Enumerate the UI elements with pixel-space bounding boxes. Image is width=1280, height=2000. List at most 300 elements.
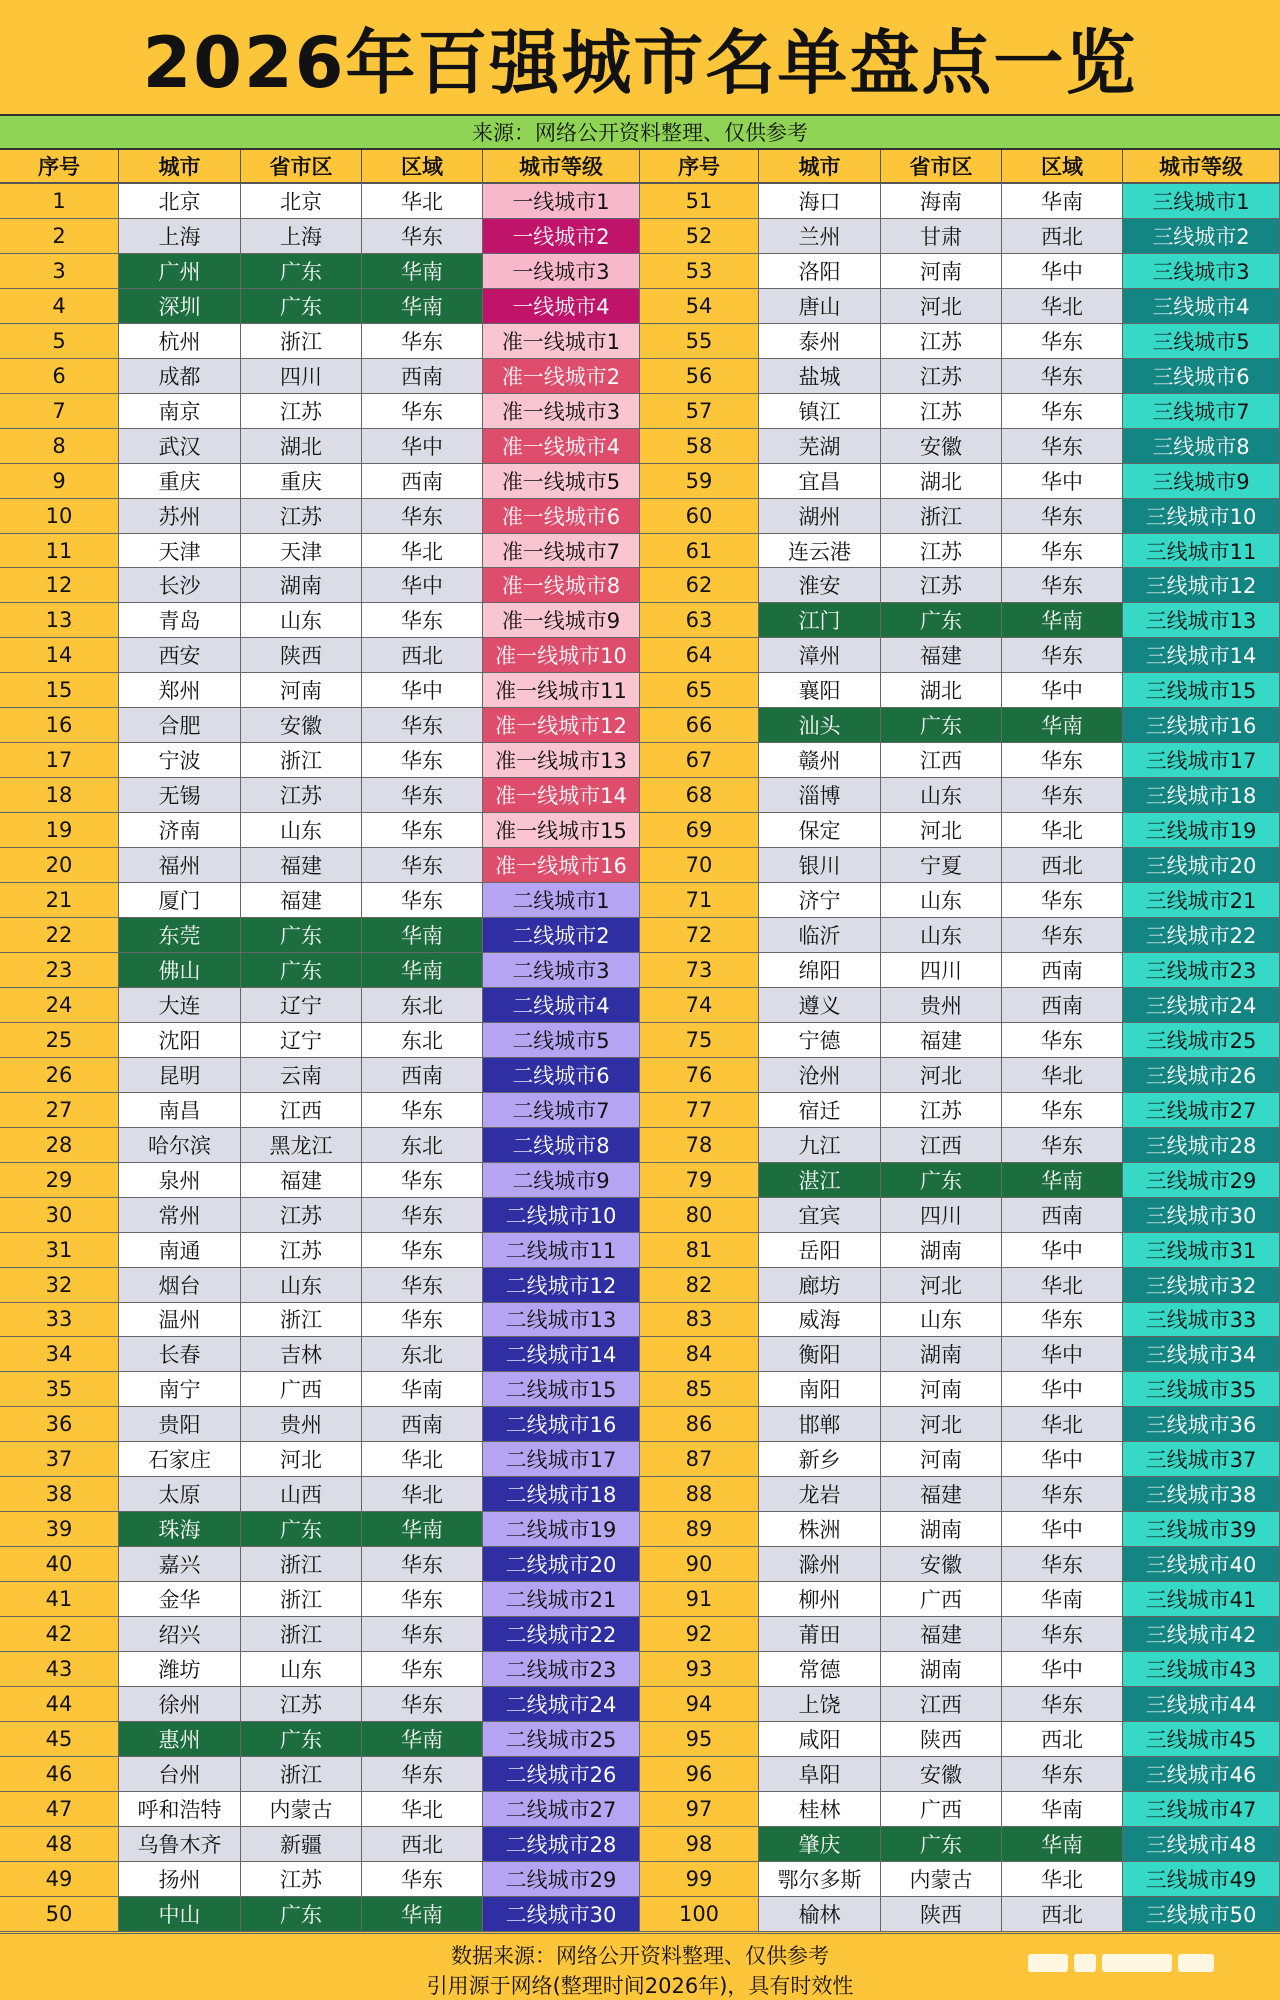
tier-cell: 一线城市4 [483, 289, 640, 324]
city-cell: 阜阳 [759, 1757, 881, 1792]
rank-cell: 100 [640, 1897, 759, 1932]
city-cell: 海口 [759, 184, 881, 219]
tier-cell: 三线城市17 [1123, 743, 1280, 778]
city-cell: 无锡 [119, 778, 241, 813]
tier-cell: 三线城市37 [1123, 1442, 1280, 1477]
tier-cell: 三线城市7 [1123, 394, 1280, 429]
rank-cell: 95 [640, 1722, 759, 1757]
rank-cell: 71 [640, 883, 759, 918]
region-cell: 华东 [1002, 918, 1123, 953]
tier-cell: 准一线城市6 [483, 499, 640, 534]
rank-cell: 94 [640, 1687, 759, 1722]
table-row [0, 1233, 1280, 1268]
tier-cell: 三线城市35 [1123, 1372, 1280, 1407]
header-tier-2: 城市等级 [1123, 150, 1280, 184]
province-cell: 新疆 [241, 1827, 362, 1862]
tier-cell: 二线城市17 [483, 1442, 640, 1477]
province-cell: 江西 [881, 1128, 1002, 1163]
city-cell: 成都 [119, 359, 241, 394]
rank-cell: 9 [0, 464, 119, 499]
tier-cell: 三线城市4 [1123, 289, 1280, 324]
region-cell: 华南 [362, 953, 483, 988]
city-cell: 哈尔滨 [119, 1128, 241, 1163]
tier-cell: 二线城市2 [483, 918, 640, 953]
tier-cell: 二线城市26 [483, 1757, 640, 1792]
city-cell: 长春 [119, 1337, 241, 1372]
city-cell: 南京 [119, 394, 241, 429]
province-cell: 山东 [241, 813, 362, 848]
region-cell: 西北 [1002, 1722, 1123, 1757]
city-cell: 南昌 [119, 1093, 241, 1128]
tier-cell: 二线城市1 [483, 883, 640, 918]
rank-cell: 85 [640, 1372, 759, 1407]
tier-cell: 一线城市1 [483, 184, 640, 219]
city-cell: 邯郸 [759, 1407, 881, 1442]
city-cell: 徐州 [119, 1687, 241, 1722]
watermark-logo [1028, 1948, 1258, 1978]
table-row [0, 778, 1280, 813]
region-cell: 华南 [362, 254, 483, 289]
rank-cell: 96 [640, 1757, 759, 1792]
city-cell: 扬州 [119, 1862, 241, 1897]
rank-cell: 93 [640, 1652, 759, 1687]
province-cell: 广东 [881, 1163, 1002, 1198]
tier-cell: 准一线城市10 [483, 638, 640, 673]
region-cell: 东北 [362, 1023, 483, 1058]
province-cell: 山东 [881, 918, 1002, 953]
tier-cell: 一线城市2 [483, 219, 640, 254]
rank-cell: 80 [640, 1198, 759, 1233]
rank-cell: 16 [0, 708, 119, 743]
rank-cell: 56 [640, 359, 759, 394]
province-cell: 湖南 [881, 1233, 1002, 1268]
rank-cell: 75 [640, 1023, 759, 1058]
city-cell: 盐城 [759, 359, 881, 394]
tier-cell: 二线城市29 [483, 1862, 640, 1897]
city-cell: 南宁 [119, 1372, 241, 1407]
tier-cell: 二线城市28 [483, 1827, 640, 1862]
table-row [0, 1862, 1280, 1897]
tier-cell: 准一线城市13 [483, 743, 640, 778]
region-cell: 华中 [362, 429, 483, 464]
city-cell: 岳阳 [759, 1233, 881, 1268]
province-cell: 陕西 [241, 638, 362, 673]
province-cell: 福建 [241, 883, 362, 918]
city-cell: 北京 [119, 184, 241, 219]
tier-cell: 准一线城市5 [483, 464, 640, 499]
table-header [0, 150, 1280, 184]
region-cell: 西北 [1002, 1897, 1123, 1932]
city-cell: 临沂 [759, 918, 881, 953]
city-cell: 广州 [119, 254, 241, 289]
tier-cell: 二线城市25 [483, 1722, 640, 1757]
tier-cell: 二线城市6 [483, 1058, 640, 1093]
province-cell: 四川 [241, 359, 362, 394]
region-cell: 西南 [1002, 988, 1123, 1023]
tier-cell: 三线城市42 [1123, 1617, 1280, 1652]
province-cell: 广东 [241, 289, 362, 324]
province-cell: 江苏 [241, 1862, 362, 1897]
province-cell: 广西 [241, 1372, 362, 1407]
tier-cell: 准一线城市15 [483, 813, 640, 848]
page-title: 2026年百强城市名单盘点一览 [142, 21, 1138, 104]
table-row [0, 988, 1280, 1023]
region-cell: 华中 [1002, 1652, 1123, 1687]
tier-cell: 三线城市20 [1123, 848, 1280, 883]
province-cell: 河南 [881, 1442, 1002, 1477]
tier-cell: 三线城市27 [1123, 1093, 1280, 1128]
city-cell: 惠州 [119, 1722, 241, 1757]
region-cell: 华东 [1002, 394, 1123, 429]
province-cell: 河北 [881, 289, 1002, 324]
city-cell: 鄂尔多斯 [759, 1862, 881, 1897]
tier-cell: 准一线城市8 [483, 568, 640, 603]
tier-cell: 三线城市5 [1123, 324, 1280, 359]
rank-cell: 22 [0, 918, 119, 953]
region-cell: 华东 [362, 1582, 483, 1617]
region-cell: 西南 [1002, 953, 1123, 988]
table-row [0, 1582, 1280, 1617]
province-cell: 浙江 [241, 1303, 362, 1338]
rank-cell: 25 [0, 1023, 119, 1058]
city-cell: 东莞 [119, 918, 241, 953]
table-row [0, 394, 1280, 429]
tier-cell: 二线城市12 [483, 1268, 640, 1303]
province-cell: 江苏 [241, 499, 362, 534]
rank-cell: 5 [0, 324, 119, 359]
tier-cell: 三线城市22 [1123, 918, 1280, 953]
tier-cell: 三线城市40 [1123, 1547, 1280, 1582]
region-cell: 西南 [1002, 1198, 1123, 1233]
province-cell: 河北 [881, 1058, 1002, 1093]
rank-cell: 48 [0, 1827, 119, 1862]
rank-cell: 62 [640, 568, 759, 603]
region-cell: 华中 [1002, 464, 1123, 499]
region-cell: 华北 [362, 1442, 483, 1477]
city-cell: 乌鲁木齐 [119, 1827, 241, 1862]
province-cell: 浙江 [241, 1617, 362, 1652]
header-city-2: 城市 [759, 150, 881, 184]
city-cell: 台州 [119, 1757, 241, 1792]
table-row [0, 1617, 1280, 1652]
region-cell: 华南 [362, 1722, 483, 1757]
tier-cell: 三线城市31 [1123, 1233, 1280, 1268]
header-city: 城市 [119, 150, 241, 184]
rank-cell: 14 [0, 638, 119, 673]
province-cell: 江西 [881, 1687, 1002, 1722]
rank-cell: 26 [0, 1058, 119, 1093]
rank-cell: 63 [640, 603, 759, 638]
table-row [0, 1268, 1280, 1303]
province-cell: 广东 [241, 953, 362, 988]
rank-cell: 12 [0, 568, 119, 603]
tier-cell: 三线城市21 [1123, 883, 1280, 918]
rank-cell: 1 [0, 184, 119, 219]
tier-cell: 三线城市28 [1123, 1128, 1280, 1163]
tier-cell: 三线城市14 [1123, 638, 1280, 673]
rank-cell: 21 [0, 883, 119, 918]
rank-cell: 60 [640, 499, 759, 534]
province-cell: 甘肃 [881, 219, 1002, 254]
province-cell: 重庆 [241, 464, 362, 499]
rank-cell: 50 [0, 1897, 119, 1932]
tier-cell: 二线城市18 [483, 1477, 640, 1512]
tier-cell: 三线城市13 [1123, 603, 1280, 638]
tier-cell: 三线城市41 [1123, 1582, 1280, 1617]
rank-cell: 47 [0, 1792, 119, 1827]
table-row [0, 254, 1280, 289]
rank-cell: 11 [0, 534, 119, 569]
rank-cell: 73 [640, 953, 759, 988]
tier-cell: 三线城市23 [1123, 953, 1280, 988]
region-cell: 华东 [362, 1757, 483, 1792]
table-row [0, 464, 1280, 499]
region-cell: 华东 [1002, 359, 1123, 394]
region-cell: 华东 [362, 1547, 483, 1582]
region-cell: 华东 [362, 1617, 483, 1652]
rank-cell: 57 [640, 394, 759, 429]
rank-cell: 43 [0, 1652, 119, 1687]
tier-cell: 三线城市33 [1123, 1303, 1280, 1338]
province-cell: 贵州 [241, 1407, 362, 1442]
rank-cell: 31 [0, 1233, 119, 1268]
region-cell: 华中 [1002, 1233, 1123, 1268]
tier-cell: 准一线城市11 [483, 673, 640, 708]
province-cell: 江苏 [241, 778, 362, 813]
region-cell: 华东 [362, 778, 483, 813]
city-cell: 银川 [759, 848, 881, 883]
table-row [0, 1093, 1280, 1128]
tier-cell: 准一线城市3 [483, 394, 640, 429]
rank-cell: 81 [640, 1233, 759, 1268]
region-cell: 华北 [362, 534, 483, 569]
city-cell: 连云港 [759, 534, 881, 569]
region-cell: 华东 [362, 1303, 483, 1338]
region-cell: 西南 [362, 1407, 483, 1442]
province-cell: 福建 [881, 1477, 1002, 1512]
region-cell: 华北 [362, 1477, 483, 1512]
rank-cell: 29 [0, 1163, 119, 1198]
region-cell: 西北 [1002, 219, 1123, 254]
rank-cell: 40 [0, 1547, 119, 1582]
province-cell: 四川 [881, 953, 1002, 988]
rank-cell: 86 [640, 1407, 759, 1442]
tier-cell: 二线城市4 [483, 988, 640, 1023]
rank-cell: 64 [640, 638, 759, 673]
rank-cell: 87 [640, 1442, 759, 1477]
table-row [0, 708, 1280, 743]
region-cell: 华东 [362, 324, 483, 359]
city-cell: 常州 [119, 1198, 241, 1233]
province-cell: 河北 [881, 1407, 1002, 1442]
province-cell: 内蒙古 [241, 1792, 362, 1827]
province-cell: 辽宁 [241, 1023, 362, 1058]
province-cell: 安徽 [881, 1547, 1002, 1582]
footer-note: 引用源于网络(整理时间2026年)，具有时效性 [426, 1974, 854, 1998]
province-cell: 浙江 [241, 1757, 362, 1792]
tier-cell: 三线城市29 [1123, 1163, 1280, 1198]
rank-cell: 99 [640, 1862, 759, 1897]
region-cell: 华东 [362, 394, 483, 429]
province-cell: 山东 [241, 1652, 362, 1687]
province-cell: 浙江 [241, 743, 362, 778]
province-cell: 河北 [881, 813, 1002, 848]
rank-cell: 23 [0, 953, 119, 988]
tier-cell: 三线城市36 [1123, 1407, 1280, 1442]
header-region: 区域 [362, 150, 483, 184]
city-cell: 湛江 [759, 1163, 881, 1198]
city-cell: 廊坊 [759, 1268, 881, 1303]
rank-cell: 30 [0, 1198, 119, 1233]
table-row [0, 1687, 1280, 1722]
region-cell: 华东 [362, 219, 483, 254]
tier-cell: 准一线城市12 [483, 708, 640, 743]
rank-cell: 7 [0, 394, 119, 429]
city-cell: 杭州 [119, 324, 241, 359]
rank-cell: 66 [640, 708, 759, 743]
rank-cell: 45 [0, 1722, 119, 1757]
province-cell: 湖南 [881, 1652, 1002, 1687]
tier-cell: 三线城市49 [1123, 1862, 1280, 1897]
tier-cell: 二线城市19 [483, 1512, 640, 1547]
province-cell: 安徽 [241, 708, 362, 743]
region-cell: 华东 [362, 603, 483, 638]
rank-cell: 10 [0, 499, 119, 534]
province-cell: 江苏 [241, 1198, 362, 1233]
header-province: 省市区 [241, 150, 362, 184]
tier-cell: 二线城市9 [483, 1163, 640, 1198]
table-row [0, 534, 1280, 569]
region-cell: 华东 [1002, 1303, 1123, 1338]
province-cell: 广东 [881, 1827, 1002, 1862]
province-cell: 湖北 [881, 464, 1002, 499]
city-cell: 泉州 [119, 1163, 241, 1198]
province-cell: 内蒙古 [881, 1862, 1002, 1897]
province-cell: 河北 [241, 1442, 362, 1477]
city-cell: 合肥 [119, 708, 241, 743]
city-cell: 威海 [759, 1303, 881, 1338]
tier-cell: 三线城市44 [1123, 1687, 1280, 1722]
tier-cell: 二线城市5 [483, 1023, 640, 1058]
header-index-2: 序号 [640, 150, 759, 184]
rank-cell: 41 [0, 1582, 119, 1617]
region-cell: 华南 [1002, 708, 1123, 743]
rank-cell: 77 [640, 1093, 759, 1128]
rank-cell: 79 [640, 1163, 759, 1198]
region-cell: 华东 [362, 1093, 483, 1128]
province-cell: 广东 [241, 918, 362, 953]
rank-cell: 97 [640, 1792, 759, 1827]
rank-cell: 17 [0, 743, 119, 778]
rank-cell: 89 [640, 1512, 759, 1547]
province-cell: 广东 [881, 708, 1002, 743]
city-cell: 绍兴 [119, 1617, 241, 1652]
region-cell: 华东 [1002, 429, 1123, 464]
city-cell: 济宁 [759, 883, 881, 918]
tier-cell: 二线城市30 [483, 1897, 640, 1932]
region-cell: 华中 [1002, 254, 1123, 289]
province-cell: 江苏 [241, 1233, 362, 1268]
rank-cell: 82 [640, 1268, 759, 1303]
province-cell: 福建 [881, 1023, 1002, 1058]
tier-cell: 准一线城市2 [483, 359, 640, 394]
rank-cell: 67 [640, 743, 759, 778]
province-cell: 广东 [241, 1897, 362, 1932]
tier-cell: 三线城市30 [1123, 1198, 1280, 1233]
city-cell: 中山 [119, 1897, 241, 1932]
tier-cell: 三线城市18 [1123, 778, 1280, 813]
table-row [0, 953, 1280, 988]
province-cell: 江西 [881, 743, 1002, 778]
province-cell: 江苏 [881, 359, 1002, 394]
province-cell: 云南 [241, 1058, 362, 1093]
city-cell: 柳州 [759, 1582, 881, 1617]
city-cell: 汕头 [759, 708, 881, 743]
table-row [0, 359, 1280, 394]
region-cell: 西北 [362, 638, 483, 673]
city-cell: 上饶 [759, 1687, 881, 1722]
region-cell: 华东 [362, 1198, 483, 1233]
header-province-2: 省市区 [881, 150, 1002, 184]
province-cell: 广东 [241, 1722, 362, 1757]
province-cell: 天津 [241, 534, 362, 569]
province-cell: 吉林 [241, 1337, 362, 1372]
city-cell: 遵义 [759, 988, 881, 1023]
province-cell: 湖南 [241, 568, 362, 603]
rank-cell: 76 [640, 1058, 759, 1093]
city-cell: 福州 [119, 848, 241, 883]
city-cell: 唐山 [759, 289, 881, 324]
tier-cell: 二线城市20 [483, 1547, 640, 1582]
source-banner: 来源：网络公开资料整理、仅供参考 [0, 114, 1280, 150]
tier-cell: 三线城市9 [1123, 464, 1280, 499]
city-cell: 呼和浩特 [119, 1792, 241, 1827]
table-row [0, 1023, 1280, 1058]
province-cell: 湖南 [881, 1512, 1002, 1547]
region-cell: 西北 [362, 1827, 483, 1862]
province-cell: 山东 [241, 603, 362, 638]
rank-cell: 6 [0, 359, 119, 394]
city-cell: 衡阳 [759, 1337, 881, 1372]
rank-cell: 36 [0, 1407, 119, 1442]
rank-cell: 8 [0, 429, 119, 464]
tier-cell: 三线城市11 [1123, 534, 1280, 569]
province-cell: 上海 [241, 219, 362, 254]
city-cell: 沈阳 [119, 1023, 241, 1058]
region-cell: 华东 [1002, 499, 1123, 534]
province-cell: 浙江 [241, 324, 362, 359]
table-row [0, 1128, 1280, 1163]
city-cell: 九江 [759, 1128, 881, 1163]
tier-cell: 三线城市32 [1123, 1268, 1280, 1303]
province-cell: 江苏 [881, 534, 1002, 569]
province-cell: 福建 [881, 1617, 1002, 1652]
region-cell: 华北 [1002, 289, 1123, 324]
header-region-2: 区域 [1002, 150, 1123, 184]
footer [0, 1933, 1280, 1999]
table-row [0, 1407, 1280, 1442]
rank-cell: 18 [0, 778, 119, 813]
rank-cell: 54 [640, 289, 759, 324]
region-cell: 东北 [362, 1337, 483, 1372]
tier-cell: 三线城市34 [1123, 1337, 1280, 1372]
rank-cell: 83 [640, 1303, 759, 1338]
region-cell: 华东 [1002, 1128, 1123, 1163]
city-cell: 上海 [119, 219, 241, 254]
region-cell: 西北 [1002, 848, 1123, 883]
city-cell: 滁州 [759, 1547, 881, 1582]
rank-cell: 24 [0, 988, 119, 1023]
